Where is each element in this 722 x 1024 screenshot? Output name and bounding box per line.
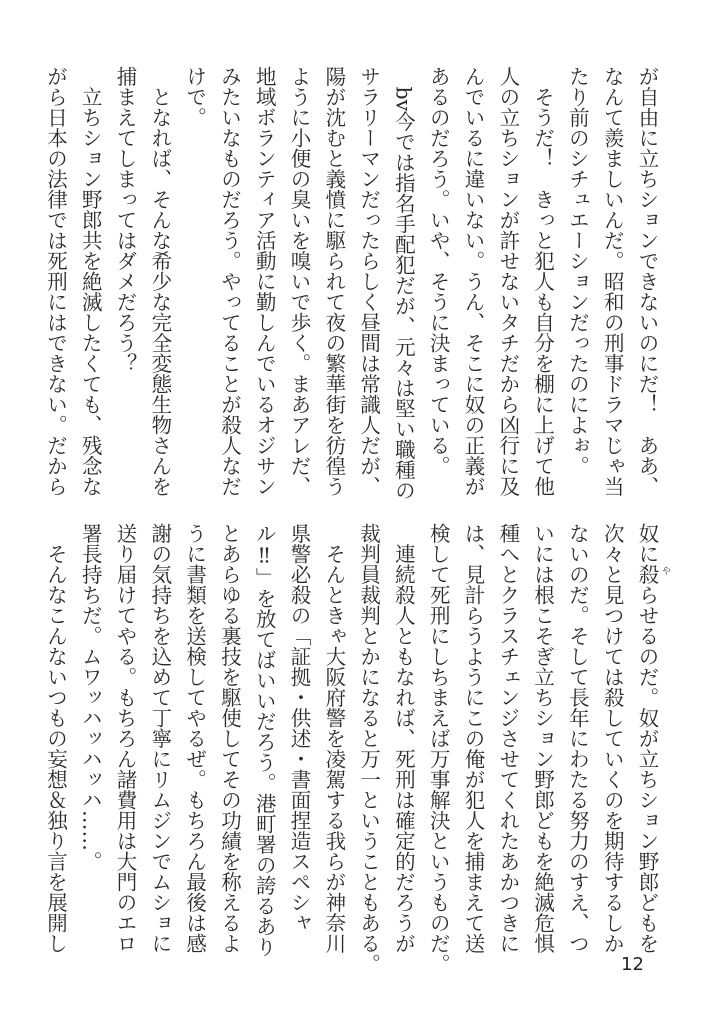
text-column: サラリーマンだったらしく昼間は常識人だが、: [356, 66, 381, 497]
text-column: 連続殺人ともなれば、死刑は確定的だろうが: [391, 523, 416, 954]
text-column: 地域ボランティア活動に勤しんでいるオジサン: [252, 66, 277, 497]
text-column-with-ruby: [629, 523, 670, 954]
text-column: が自由に立ちションできないのにだ！ ああ、: [635, 66, 659, 497]
text-column: そんなこんないつもの妄想＆独り言を展開し: [43, 523, 68, 954]
text-column: 捕まえてしまってはダメだろう？: [113, 66, 138, 374]
text-column: がら日本の法律では死刑にはできない。だから: [43, 66, 68, 497]
text-column: 署長持ちだ。ムワッハッハッハ……。: [78, 523, 103, 872]
text-fragment: 奴に: [635, 523, 659, 564]
text-column: 裁判員裁判とかになると万一ということもある。: [356, 523, 381, 974]
text-column: ないのだ。そして長年にわたる努力のすえ、つ: [565, 523, 590, 954]
text-column: そうだ！ きっと犯人も自分を棚に上げて他: [530, 66, 555, 497]
text-column: そんときゃ大阪府警を凌駕する我らが神奈川: [321, 523, 346, 954]
text-column: いには根こそぎ立ちション野郎どもを絶滅危惧: [530, 523, 555, 954]
text-column: 次々と見つけては殺していくのを期待するしか: [600, 523, 625, 954]
text-column: 送り届けてやる。もちろん諸費用は大門のエロ: [113, 523, 138, 954]
text-column: たり前のシチュエーションだったのによぉ。: [565, 66, 590, 476]
page-number: 12: [621, 954, 644, 975]
text-column: ル‼」を放てばいいだろう。港町署の誇るあり: [252, 523, 277, 957]
text-column: 謝の気持ちを込めて丁寧にリムジンでムショに: [147, 523, 172, 954]
text-column: ように小便の臭いを嗅いで歩く。まあアレだ、: [287, 66, 312, 497]
ruby-base: 殺: [635, 564, 659, 585]
text-column: 検して死刑にしちまえば万事解決というものだ。: [426, 523, 451, 974]
text-column: んでいるに違いない。うん、そこに奴の正義が: [461, 66, 486, 497]
text-column: みたいなものだろう。やってることが殺人なだ: [217, 66, 242, 497]
text-column: 種へとクラスチェンジさせてくれたあかつきに: [495, 523, 520, 954]
text-block-top: [43, 66, 664, 501]
text-fragment: らせるのだ。奴が立ちション野郎どもを: [635, 584, 659, 954]
text-column: 立ちション野郎共を絶滅したくても、残念な: [78, 66, 103, 497]
text-column: は、見計らうようにこの俺が犯人を捕まえて送: [461, 523, 486, 954]
text-column: 陽が沈むと義憤に駆られて夜の繁華街を彷徨う: [321, 66, 346, 497]
text-column: けで。: [182, 66, 207, 128]
text-column: 人の立ちションが許せないタチだから凶行に及: [495, 66, 520, 497]
text-column: 県警必殺の「証拠・供述・書面捏造スペシャ: [287, 523, 312, 933]
text-column: とあらゆる裏技を駆使してその功績を称えるよ: [217, 523, 242, 954]
text-column: bv今では指名手配犯だが、元々は堅い職種の: [391, 66, 416, 501]
text-column: あるのだろう。いや、そうに決まっている。: [426, 66, 451, 476]
text-column: なんて羨ましいんだ。昭和の刑事ドラマじゃ当: [600, 66, 625, 497]
ruby-text: や: [660, 566, 670, 575]
text-column: うに書類を送検してやるぜ。もちろん最後は感: [182, 523, 207, 954]
ruby-annotation: [635, 564, 670, 585]
text-column: となれば、そんな希少な完全変態生物さんを: [147, 66, 172, 497]
